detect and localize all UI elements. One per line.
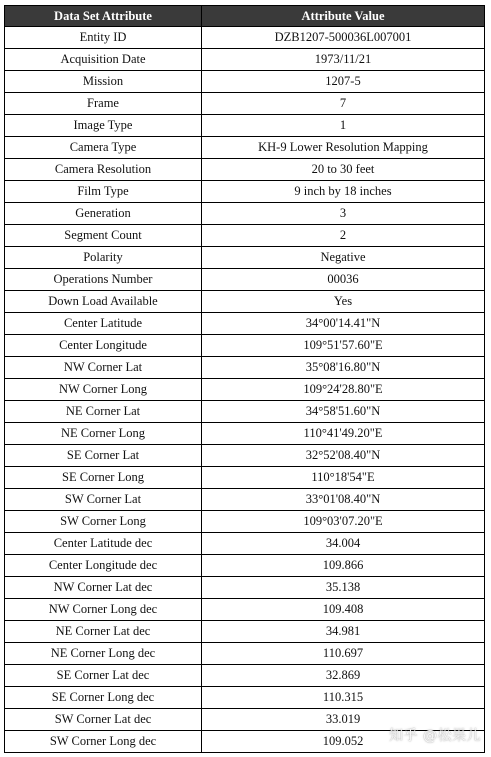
table-row [5,401,485,423]
value-cell: 34°58'51.60"N [202,401,485,423]
table-row [5,137,485,159]
value-cell: 35.138 [202,577,485,599]
value-cell: 1 [202,115,485,137]
attribute-cell: NE Corner Long [5,423,202,445]
header-value: Attribute Value [202,6,485,27]
attribute-cell: NW Corner Lat dec [5,577,202,599]
table-row [5,599,485,621]
value-cell: 110°18'54"E [202,467,485,489]
value-cell: 34.981 [202,621,485,643]
value-cell: Negative [202,247,485,269]
attribute-cell: NE Corner Long dec [5,643,202,665]
attribute-cell: NE Corner Lat dec [5,621,202,643]
table-row [5,49,485,71]
attribute-cell: Center Latitude [5,313,202,335]
table-row [5,225,485,247]
attribute-cell: SW Corner Long dec [5,731,202,753]
table-row [5,181,485,203]
attribute-cell: SE Corner Long dec [5,687,202,709]
watermark-text: 知乎 @松果儿 [389,728,481,744]
header-attribute: Data Set Attribute [5,6,202,27]
value-cell: 00036 [202,269,485,291]
attribute-cell: Operations Number [5,269,202,291]
value-cell: 7 [202,93,485,115]
attribute-cell: Image Type [5,115,202,137]
attribute-cell: NW Corner Lat [5,357,202,379]
table-row [5,621,485,643]
table-row [5,335,485,357]
attribute-table [4,5,485,753]
attribute-cell: Generation [5,203,202,225]
attribute-cell: Polarity [5,247,202,269]
value-cell: 110°41'49.20"E [202,423,485,445]
attribute-cell: NE Corner Lat [5,401,202,423]
attribute-cell: Acquisition Date [5,49,202,71]
value-cell: 109.052 [202,731,485,753]
value-cell: 110.315 [202,687,485,709]
attribute-cell: Mission [5,71,202,93]
value-cell: 33°01'08.40"N [202,489,485,511]
value-cell: 34.004 [202,533,485,555]
table-row [5,577,485,599]
value-cell: DZB1207-500036L007001 [202,27,485,49]
table-row [5,665,485,687]
table-row [5,511,485,533]
attribute-cell: Center Longitude [5,335,202,357]
value-cell: 109°03'07.20"E [202,511,485,533]
attribute-cell: Center Longitude dec [5,555,202,577]
attribute-cell: SE Corner Long [5,467,202,489]
attribute-cell: Film Type [5,181,202,203]
table-row [5,489,485,511]
attribute-cell: Frame [5,93,202,115]
value-cell: 9 inch by 18 inches [202,181,485,203]
table-row [5,247,485,269]
value-cell: KH-9 Lower Resolution Mapping [202,137,485,159]
value-cell: 32°52'08.40"N [202,445,485,467]
attribute-cell: SW Corner Lat dec [5,709,202,731]
value-cell: 20 to 30 feet [202,159,485,181]
table-row [5,203,485,225]
table-row [5,71,485,93]
attribute-cell: SW Corner Long [5,511,202,533]
table-row [5,93,485,115]
attribute-cell: SE Corner Lat [5,445,202,467]
value-cell: 109.408 [202,599,485,621]
value-cell: 109.866 [202,555,485,577]
value-cell: Yes [202,291,485,313]
table-row [5,423,485,445]
table-row [5,291,485,313]
table-row [5,27,485,49]
table-header-row [5,6,485,27]
attribute-table-container [4,5,484,753]
attribute-cell: Camera Resolution [5,159,202,181]
value-cell: 109°51'57.60"E [202,335,485,357]
attribute-cell: SE Corner Lat dec [5,665,202,687]
value-cell: 32.869 [202,665,485,687]
table-row [5,159,485,181]
attribute-cell: Entity ID [5,27,202,49]
attribute-cell: SW Corner Lat [5,489,202,511]
table-row [5,687,485,709]
value-cell: 2 [202,225,485,247]
attribute-cell: Camera Type [5,137,202,159]
attribute-cell: Center Latitude dec [5,533,202,555]
table-row [5,643,485,665]
attribute-cell: Segment Count [5,225,202,247]
table-row [5,555,485,577]
value-cell: 109°24'28.80"E [202,379,485,401]
value-cell: 1207-5 [202,71,485,93]
value-cell: 34°00'14.41"N [202,313,485,335]
attribute-cell: NW Corner Long [5,379,202,401]
table-row [5,357,485,379]
table-body [5,27,485,753]
attribute-cell: Down Load Available [5,291,202,313]
table-row [5,445,485,467]
table-row [5,269,485,291]
table-row [5,467,485,489]
value-cell: 33.019 [202,709,485,731]
table-row [5,115,485,137]
value-cell: 110.697 [202,643,485,665]
table-row [5,379,485,401]
table-row [5,313,485,335]
value-cell: 1973/11/21 [202,49,485,71]
table-row [5,533,485,555]
value-cell: 3 [202,203,485,225]
value-cell: 35°08'16.80"N [202,357,485,379]
attribute-cell: NW Corner Long dec [5,599,202,621]
